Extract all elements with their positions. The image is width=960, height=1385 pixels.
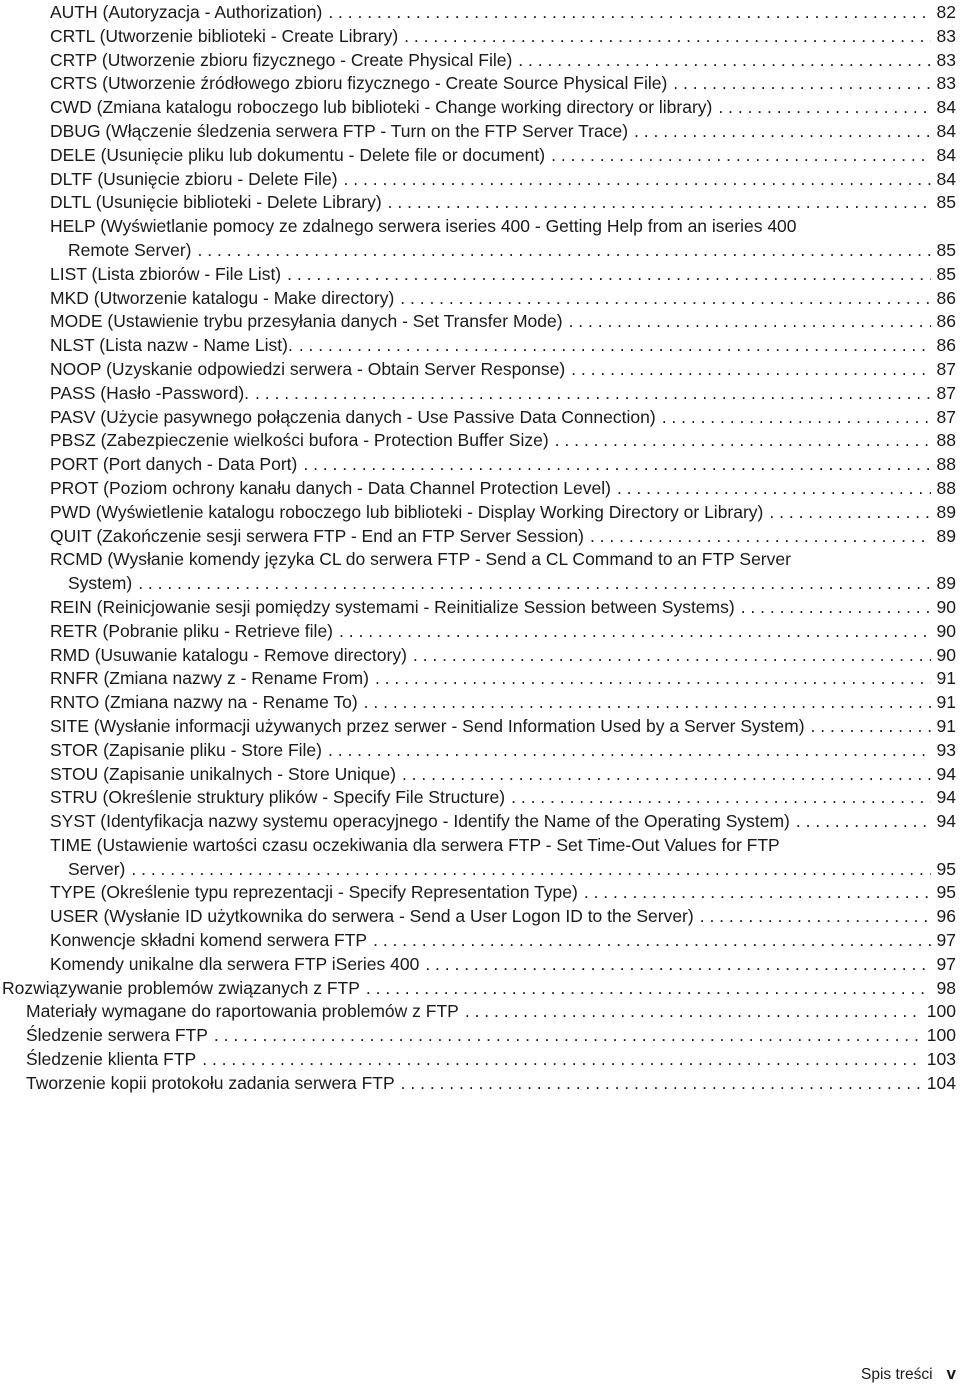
toc-entry-page-number: 88 [936, 454, 956, 475]
dot-leader [400, 287, 930, 311]
toc-entry[interactable] [0, 786, 960, 810]
dot-leader [328, 1, 930, 25]
dot-leader [287, 263, 930, 287]
toc-entry-title: RMD (Usuwanie katalogu - Remove directory) [50, 644, 407, 665]
toc-entry-title: MODE (Ustawienie trybu przesyłania danych - Set Transfer Mode) [50, 311, 563, 332]
toc-entry[interactable] [0, 905, 960, 929]
toc-entry[interactable] [0, 596, 960, 620]
dot-leader [388, 191, 931, 215]
dot-leader [344, 168, 931, 192]
dot-leader [555, 429, 931, 453]
toc-entry-title: SITE (Wysłanie informacji używanych przez serwer - Send Information Used by a Server System) [50, 715, 805, 736]
toc-entry-title: CRTP (Utworzenie zbioru fizycznego - Create Physical File) [50, 49, 513, 70]
toc-entry[interactable] [0, 287, 960, 311]
toc-entry[interactable] [0, 191, 960, 215]
toc-entry-page-number: 94 [936, 811, 956, 832]
toc-entry[interactable] [0, 120, 960, 144]
toc-entry-page-number: 90 [936, 596, 956, 617]
dot-leader [796, 810, 931, 834]
toc-entry-page-number: 83 [936, 49, 956, 70]
toc-entry-page-number: 94 [936, 763, 956, 784]
dot-leader [571, 358, 930, 382]
toc-entry-page-number: 100 [926, 1001, 956, 1022]
toc-entry-title: PROT (Poziom ochrony kanału danych - Data Channel Protection Level) [50, 477, 611, 498]
toc-entry-title: USER (Wysłanie ID użytkownika do serwera - Send a User Logon ID to the Server) [50, 906, 694, 927]
toc-entry[interactable] [0, 525, 960, 549]
dot-leader [662, 406, 931, 430]
dot-leader [518, 49, 930, 73]
toc-entry[interactable] [0, 1072, 960, 1096]
toc-entry[interactable] [0, 810, 960, 834]
footer-page-number: v [946, 1364, 956, 1383]
toc-entry-page-number: 89 [936, 525, 956, 546]
toc-entry[interactable] [0, 1024, 960, 1048]
dot-leader [255, 382, 930, 406]
toc-entry-title: SYST (Identyfikacja nazwy systemu operacyjnego - Identify the Name of the Operating System) [50, 811, 790, 832]
toc-entry[interactable] [0, 1000, 960, 1024]
dot-leader [584, 881, 931, 905]
toc-entry-page-number: 95 [936, 858, 956, 879]
toc-entry[interactable] [0, 834, 960, 882]
toc-entry-title: QUIT (Zakończenie sesji serwera FTP - End an FTP Server Session) [50, 525, 584, 546]
toc-entry-title: RETR (Pobranie pliku - Retrieve file) [50, 620, 334, 641]
toc-entry-page-number: 85 [936, 239, 956, 260]
toc-entry-title: Rozwiązywanie problemów związanych z FTP [2, 977, 360, 998]
toc-entry-title-continued: System) [68, 573, 133, 594]
toc-entry[interactable] [0, 429, 960, 453]
toc-entry[interactable] [0, 667, 960, 691]
toc-entry-title: CRTL (Utworzenie biblioteki - Create Library) [50, 25, 399, 46]
toc-entry[interactable] [0, 477, 960, 501]
toc-entry[interactable] [0, 548, 960, 596]
toc-entry-title: CWD (Zmiana katalogu roboczego lub biblioteki - Change working directory or library) [50, 97, 713, 118]
table-of-contents [0, 1, 960, 1096]
dot-leader [299, 334, 931, 358]
toc-entry-title: Komendy unikalne dla serwera FTP iSeries 400 [50, 953, 420, 974]
toc-entry-page-number: 87 [936, 382, 956, 403]
toc-entry[interactable] [0, 334, 960, 358]
dot-leader [366, 977, 931, 1001]
toc-entry-page-number: 91 [936, 692, 956, 713]
toc-entry[interactable] [0, 72, 960, 96]
dot-leader [700, 905, 931, 929]
toc-entry-page-number: 93 [936, 739, 956, 760]
toc-entry[interactable] [0, 25, 960, 49]
toc-entry[interactable] [0, 739, 960, 763]
toc-entry[interactable] [0, 644, 960, 668]
toc-entry-page-number: 97 [936, 953, 956, 974]
toc-entry-page-number: 88 [936, 430, 956, 451]
dot-leader [328, 739, 931, 763]
dot-leader [138, 572, 930, 596]
toc-entry[interactable] [0, 929, 960, 953]
toc-entry-page-number: 86 [936, 335, 956, 356]
toc-entry-title: RNTO (Zmiana nazwy na - Rename To) [50, 692, 358, 713]
toc-entry-page-number: 95 [936, 882, 956, 903]
toc-entry-page-number: 84 [936, 168, 956, 189]
toc-entry-title: Śledzenie serwera FTP [26, 1025, 208, 1046]
toc-entry[interactable] [0, 382, 960, 406]
toc-entry-title: DELE (Usunięcie pliku lub dokumentu - Delete file or document) [50, 144, 546, 165]
dot-leader [373, 929, 930, 953]
dot-leader [769, 501, 930, 525]
toc-entry-title: Tworzenie kopii protokołu zadania serwera FTP [26, 1072, 395, 1093]
toc-entry-page-number: 82 [936, 2, 956, 22]
toc-entry-title: STRU (Określenie struktury plików - Specify File Structure) [50, 787, 506, 808]
toc-entry-page-number: 94 [936, 787, 956, 808]
toc-entry-page-number: 86 [936, 311, 956, 332]
toc-entry[interactable] [0, 49, 960, 73]
toc-entry-title: RCMD (Wysłanie komendy języka CL do serwera FTP - Send a CL Command to an FTP Server [50, 549, 791, 570]
toc-entry[interactable] [0, 168, 960, 192]
toc-entry-title: DLTF (Usunięcie zbioru - Delete File) [50, 168, 338, 189]
toc-entry[interactable] [0, 763, 960, 787]
toc-entry-page-number: 90 [936, 644, 956, 665]
toc-entry-page-number: 103 [926, 1049, 956, 1070]
toc-entry-title: REIN (Reinicjowanie sesji pomiędzy systemami - Reinitialize Session between Systems) [50, 596, 735, 617]
dot-leader [617, 477, 931, 501]
footer-section-title: Spis treści [861, 1366, 933, 1383]
dot-leader [364, 691, 931, 715]
toc-entry-page-number: 89 [936, 573, 956, 594]
toc-entry-page-number: 84 [936, 120, 956, 141]
toc-entry-title: Konwencje składni komend serwera FTP [50, 930, 368, 951]
dot-leader [413, 644, 931, 668]
dot-leader [214, 1024, 921, 1048]
toc-entry-title: PWD (Wyświetlenie katalogu roboczego lub biblioteki - Display Working Directory or Library) [50, 501, 764, 522]
toc-entry-title: PASV (Użycie pasywnego połączenia danych - Use Passive Data Connection) [50, 406, 656, 427]
dot-leader [634, 120, 931, 144]
toc-entry-page-number: 91 [936, 668, 956, 689]
toc-entry-page-number: 104 [926, 1072, 956, 1093]
toc-entry-page-number: 97 [936, 930, 956, 951]
toc-entry[interactable] [0, 1, 960, 25]
dot-leader [425, 953, 930, 977]
toc-entry-title: STOR (Zapisanie pliku - Store File) [50, 739, 322, 760]
dot-leader [401, 1072, 921, 1096]
toc-entry-page-number: 84 [936, 97, 956, 118]
toc-entry-title: NLST (Lista nazw - Name List). [50, 335, 293, 356]
toc-entry[interactable] [0, 620, 960, 644]
dot-leader [590, 525, 931, 549]
dot-leader [198, 239, 931, 263]
toc-entry[interactable] [0, 358, 960, 382]
dot-leader [718, 96, 930, 120]
dot-leader [511, 786, 930, 810]
toc-entry-page-number: 96 [936, 906, 956, 927]
toc-entry-page-number: 86 [936, 287, 956, 308]
toc-entry-page-number: 83 [936, 25, 956, 46]
toc-entry-title: DBUG (Włączenie śledzenia serwera FTP - Turn on the FTP Server Trace) [50, 120, 629, 141]
toc-entry-title: NOOP (Uzyskanie odpowiedzi serwera - Obtain Server Response) [50, 358, 566, 379]
toc-entry-title: CRTS (Utworzenie źródłowego zbioru fizycznego - Create Source Physical File) [50, 73, 668, 94]
toc-entry-title: LIST (Lista zbiorów - File List) [50, 263, 282, 284]
toc-entry[interactable] [0, 144, 960, 168]
toc-entry[interactable] [0, 1048, 960, 1072]
dot-leader [402, 763, 931, 787]
toc-entry-title: RNFR (Zmiana nazwy z - Rename From) [50, 668, 369, 689]
toc-entry-title-continued: Server) [68, 858, 126, 879]
dot-leader [741, 596, 931, 620]
toc-entry-title: STOU (Zapisanie unikalnych - Store Unique) [50, 763, 396, 784]
dot-leader [811, 715, 931, 739]
toc-entry-page-number: 83 [936, 73, 956, 94]
toc-entry[interactable] [0, 453, 960, 477]
toc-entry-page-number: 84 [936, 144, 956, 165]
dot-leader [551, 144, 930, 168]
toc-entry-page-number: 88 [936, 477, 956, 498]
toc-entry-page-number: 85 [936, 263, 956, 284]
toc-entry[interactable] [0, 501, 960, 525]
dot-leader [404, 25, 930, 49]
toc-entry-page-number: 98 [936, 977, 956, 998]
toc-entry[interactable] [0, 310, 960, 334]
toc-entry[interactable] [0, 691, 960, 715]
toc-entry[interactable] [0, 715, 960, 739]
toc-entry-title: AUTH (Autoryzacja - Authorization) [50, 2, 323, 22]
toc-entry-page-number: 87 [936, 406, 956, 427]
page-footer [861, 1364, 956, 1384]
toc-entry-page-number: 90 [936, 620, 956, 641]
toc-entry[interactable] [0, 215, 960, 263]
toc-entry-title: PORT (Port danych - Data Port) [50, 454, 298, 475]
dot-leader [465, 1000, 921, 1024]
toc-entry-title: MKD (Utworzenie katalogu - Make directory) [50, 287, 395, 308]
toc-entry-page-number: 100 [926, 1025, 956, 1046]
toc-entry-page-number: 89 [936, 501, 956, 522]
dot-leader [303, 453, 930, 477]
toc-entry-page-number: 87 [936, 358, 956, 379]
toc-entry[interactable] [0, 881, 960, 905]
dot-leader [339, 620, 931, 644]
toc-entry[interactable] [0, 263, 960, 287]
toc-entry[interactable] [0, 96, 960, 120]
toc-entry-title: PASS (Hasło -Password). [50, 382, 250, 403]
dot-leader [375, 667, 931, 691]
dot-leader [131, 858, 930, 882]
toc-entry-title: DLTL (Usunięcie biblioteki - Delete Library) [50, 192, 382, 213]
toc-entry-title-continued: Remote Server) [68, 239, 192, 260]
toc-entry-title: TIME (Ustawienie wartości czasu oczekiwania dla serwera FTP - Set Time-Out Values for FTP [50, 834, 780, 855]
toc-entry[interactable] [0, 977, 960, 1001]
dot-leader [673, 72, 930, 96]
dot-leader [569, 310, 931, 334]
toc-entry-page-number: 85 [936, 192, 956, 213]
dot-leader [202, 1048, 921, 1072]
toc-entry-title: Materiały wymagane do raportowania problemów z FTP [26, 1001, 459, 1022]
toc-entry[interactable] [0, 953, 960, 977]
toc-entry-title: PBSZ (Zabezpieczenie wielkości bufora - Protection Buffer Size) [50, 430, 549, 451]
toc-entry-page-number: 91 [936, 715, 956, 736]
toc-entry[interactable] [0, 406, 960, 430]
toc-entry-title: HELP (Wyświetlanie pomocy ze zdalnego serwera iseries 400 - Getting Help from an iseries 400 [50, 216, 797, 237]
toc-entry-title: Śledzenie klienta FTP [26, 1049, 197, 1070]
toc-entry-title: TYPE (Określenie typu reprezentacji - Specify Representation Type) [50, 882, 578, 903]
